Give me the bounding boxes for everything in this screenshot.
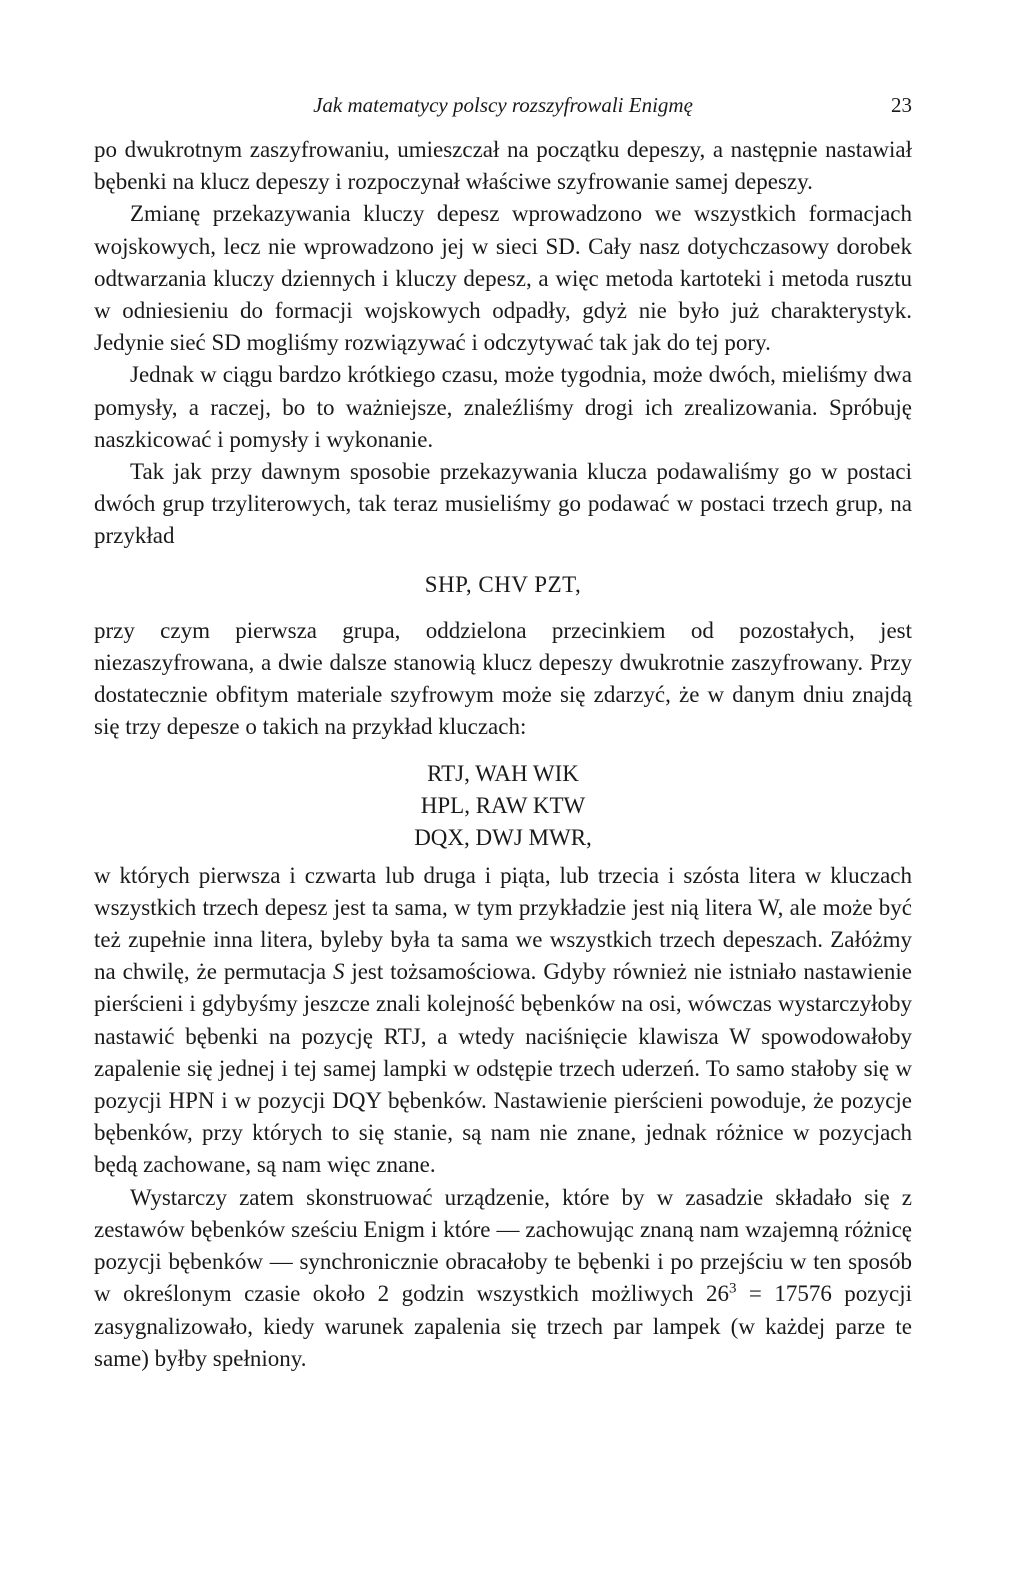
body-text bbox=[94, 134, 912, 1375]
book-page bbox=[94, 88, 912, 1375]
paragraph-7 bbox=[94, 1182, 912, 1375]
key-line-2: HPL, RAW KTW bbox=[420, 792, 586, 818]
permutation-symbol: S bbox=[332, 959, 345, 985]
paragraph-2: Zmianę przekazywania kluczy depesz wprowadzono we wszystkich formacjach wojskowych, lecz nie wprowadzono jej w sieci SD. Cały nasz dotychczasowy dorobek odtwarzania kluczy dziennych i kluczy depesz, a więc metoda kartoteki i metoda rusztu w odniesieniu do formacji wojskowych odpadły, gdyż nie było już charakterystyk. Jedynie sieć SD mogliśmy rozwiązywać i odczytywać tak jak do tej pory. bbox=[94, 201, 912, 356]
paragraph-6 bbox=[94, 860, 912, 1182]
key-list bbox=[94, 758, 912, 854]
page-number: 23 bbox=[891, 93, 912, 117]
running-header bbox=[94, 88, 912, 128]
paragraph-7-part-b: = 17576 pozycji zasygnalizowało, kiedy warunek zapalenia się trzech par lampek (w każdej parze te same) byłby spełniony. bbox=[94, 1281, 912, 1371]
paragraph-6-part-a: w których pierwsza i czwarta lub druga i piąta, lub trzecia i szósta litera w kluczach wszystkich trzech depesz jest ta sama, w tym przykładzie jest nią litera W, ale może być też zupełnie inna litera, byleby była ta sama we wszystkich trzech depeszach. Załóżmy na chwilę, że permutacja bbox=[94, 862, 912, 985]
key-line-1: RTJ, WAH WIK bbox=[427, 760, 579, 786]
paragraph-6-part-b: jest tożsamościowa. Gdyby również nie istniało nastawienie pierścieni i gdybyśmy jeszcze znali kolejność bębenków na osi, wówczas wystarczyłoby nastawić bębenki na pozycję RTJ, a wtedy naciśnięcie klawisza W spowodowałoby zapalenie się jednej i tej samej lampki w odstępie trzech uderzeń. To samo stałoby się w pozycji HPN i w pozycji DQY bębenków. Nastawienie pierścieni powoduje, że pozycje bębenków, przy których to się stanie, są nam nie znane, jednak różnice w pozycjach będą zachowane, są nam więc znane. bbox=[94, 959, 912, 1178]
paragraph-3: Jednak w ciągu bardzo krótkiego czasu, może tygodnia, może dwóch, mieliśmy dwa pomysły, a raczej, bo to ważniejsze, znaleźliśmy drogi ich zrealizowania. Spróbuję naszkicować i pomysły i wykonanie. bbox=[94, 362, 912, 452]
paragraph-7-part-a: Wystarczy zatem skonstruować urządzenie, które by w zasadzie składało się z zestawów bębenków sześciu Enigm i które — zachowując znaną nam wzajemną różnicę pozycji bębenków — synchronicznie obracałoby te bębenki i po przejściu w ten sposób w określonym czasie około 2 godzin wszystkich możliwych 26 bbox=[94, 1184, 912, 1307]
paragraph-4: Tak jak przy dawnym sposobie przekazywania klucza podawaliśmy go w postaci dwóch grup trzyliterowych, tak teraz musieliśmy go podawać w postaci trzech grup, na przykład bbox=[94, 459, 912, 549]
key-line-3: DQX, DWJ MWR, bbox=[414, 824, 592, 850]
example-key: SHP, CHV PZT, bbox=[424, 571, 582, 597]
paragraph-5: przy czym pierwsza grupa, oddzielona przecinkiem od pozostałych, jest niezaszyfrowana, a dwie dalsze stanowią klucz depeszy dwukrotnie zaszyfrowany. Przy dostatecznie obfitym materiale szyfrowym może się zdarzyć, że w danym dniu znajdą się trzy depesze o takich na przykład kluczach: bbox=[94, 617, 912, 740]
exponent: 3 bbox=[728, 1280, 737, 1297]
paragraph-1: po dwukrotnym zaszyfrowaniu, umieszczał na początku depeszy, a następnie nastawiał bębenki na klucz depeszy i rozpoczynał właściwe szyfrowanie samej depeszy. bbox=[94, 137, 912, 195]
running-title: Jak matematycy polscy rozszyfrowali Enigmę bbox=[313, 93, 693, 117]
